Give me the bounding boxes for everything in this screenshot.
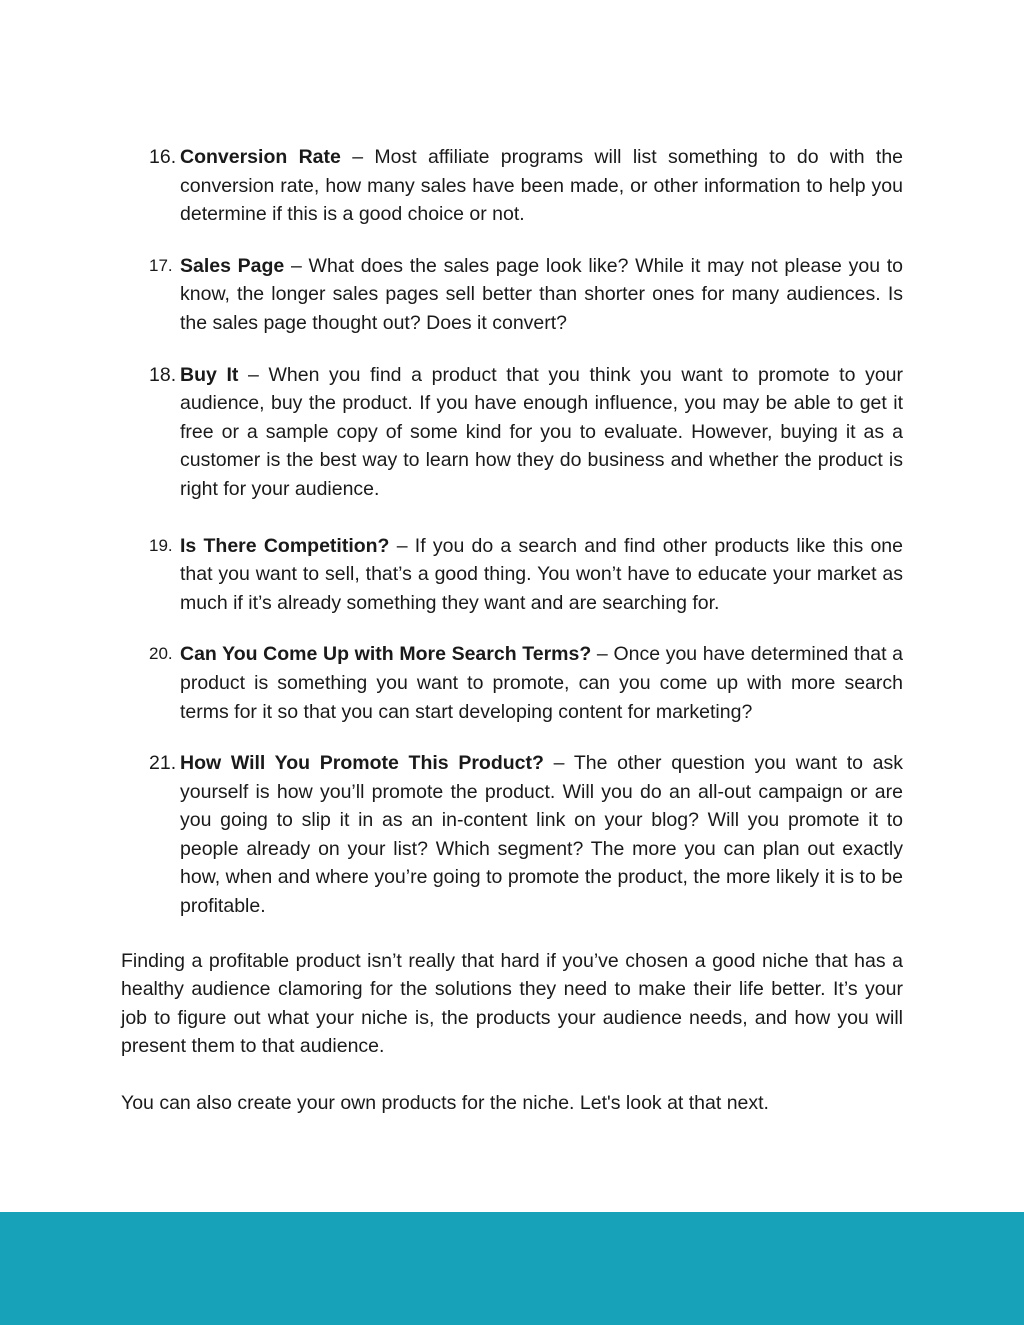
item-number: 21. [149,752,177,775]
item-dash: – [340,146,375,168]
item-dash: – [238,363,269,386]
item-term: Is There Competition? [180,534,390,557]
item-text: Once you have determined that a product is something you want to promote, can you come up with more search terms for it so that you can start developing content for marketing? [180,643,903,723]
item-text: Most affiliate programs will list something to do with the conversion rate, how many sales have been made, or other information to help you determine if this is a good choice or not. [180,146,904,226]
item-number: 20. [149,644,173,664]
list-item [121,361,903,504]
item-term: Conversion Rate [180,146,341,168]
item-term: Sales Page [180,254,285,277]
item-number: 16. [149,146,177,168]
list-item [121,749,903,921]
item-dash: – [389,534,415,557]
body-paragraph: You can also create your own products for the niche. Let's look at that next. [121,1092,769,1115]
list-item [121,143,903,229]
item-text: When you find a product that you think you want to promote to your audience, buy the product. If you have enough influence, you may be able to get it free or a sample copy of some kind for you to evaluate. However, buying it as a customer is the best way to learn how they do business and whether the product is right for your audience. [180,363,903,500]
item-text: The other question you want to ask yourself is how you’ll promote the product. Will you do an all-out campaign or are you going to slip it in as an in-content link on your blog? Will you promote it to people already on your list? Which segment? The more you can plan out exactly how, when and where you’re going to promote the product, the more likely it is to be profitable. [180,752,903,918]
item-dash: – [591,643,614,666]
list-item [121,252,903,338]
document-body [121,143,903,1118]
list-item [121,640,903,726]
footer-band [0,1212,1024,1325]
item-term: Can You Come Up with More Search Terms? [180,643,592,666]
body-paragraph: Finding a profitable product isn’t really that hard if you’ve chosen a good niche that has a healthy audience clamoring for the solutions they need to make their life better. It’s your job to figure out what your niche is, the products your audience needs, and how you will present them to that audience. [121,949,903,1058]
item-dash: – [284,254,309,277]
item-dash: – [543,752,574,775]
numbered-list [121,143,903,921]
item-number: 17. [149,255,173,275]
item-term: How Will You Promote This Product? [180,752,544,775]
item-term: Buy It [180,363,239,386]
item-number: 18. [149,363,177,386]
item-text: What does the sales page look like? While it may not please you to know, the longer sales pages sell better than shorter ones for many audiences. Is the sales page thought out? Does it convert? [180,254,904,334]
item-number: 19. [149,535,173,555]
list-item [121,532,903,618]
item-text: If you do a search and find other products like this one that you want to sell, that’s a good thing. You won’t have to educate your market as much if it’s already something they want and are searching for. [180,534,903,614]
